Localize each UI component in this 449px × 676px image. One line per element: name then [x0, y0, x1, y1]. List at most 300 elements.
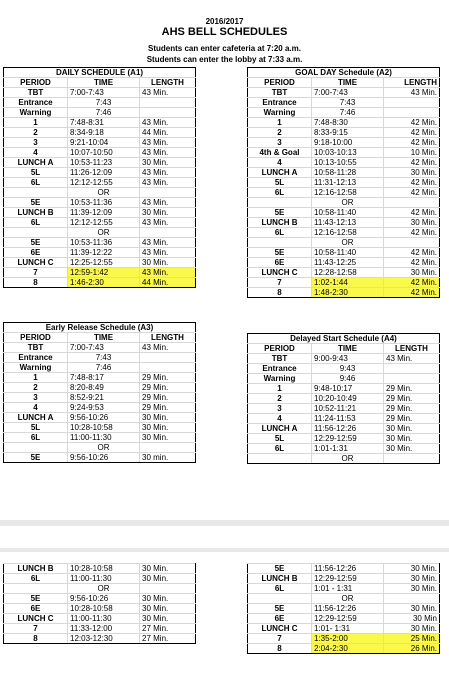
- table-row: [4, 393, 196, 403]
- table-row: [248, 168, 440, 178]
- table-row: [248, 594, 440, 604]
- cell-period: 6E: [4, 604, 68, 614]
- table-row: [4, 443, 196, 453]
- cell-time: 10:58-11:40: [312, 248, 384, 258]
- cell-length: 30 Min.: [140, 258, 196, 268]
- table-row: [248, 354, 440, 364]
- table-row: [248, 238, 440, 248]
- cell-period: 6L: [4, 574, 68, 584]
- cell-length: 29 Min.: [140, 373, 196, 383]
- cell-period: 2: [4, 383, 68, 393]
- cell-length: 30 Min.: [140, 413, 196, 423]
- cell-time: 7:48-8:31: [68, 118, 140, 128]
- cell-length: 30 Min.: [384, 564, 440, 574]
- table-row: [248, 584, 440, 594]
- cell-period: TBT: [248, 88, 312, 98]
- cell-time: 11:56-12:26: [312, 564, 384, 574]
- cell-time: 7:43: [312, 98, 384, 108]
- cell-period: [4, 228, 68, 238]
- cell-period: 6L: [4, 433, 68, 443]
- table-row: [248, 218, 440, 228]
- cell-length: 25 Min.: [384, 634, 440, 644]
- table-row: [4, 88, 196, 98]
- table-row: [4, 564, 196, 574]
- cell-length: 30 Min.: [384, 434, 440, 444]
- cell-period: [4, 188, 68, 198]
- cell-length: [384, 374, 440, 384]
- cell-period: Warning: [248, 108, 312, 118]
- early-release-schedule-a3: [3, 322, 196, 463]
- cell-time: 10:13-10:55: [312, 158, 384, 168]
- cell-period: LUNCH C: [4, 614, 68, 624]
- cell-period: 3: [248, 404, 312, 414]
- cell-period: LUNCH A: [4, 413, 68, 423]
- schedule-title: Delayed Start Schedule (A4): [248, 334, 440, 344]
- cell-time: 8:52-9:21: [68, 393, 140, 403]
- cell-period: 5L: [248, 434, 312, 444]
- table-row: [248, 604, 440, 614]
- cell-time: 9:56-10:26: [68, 594, 140, 604]
- table-row: [4, 624, 196, 634]
- cell-time: 7:46: [312, 108, 384, 118]
- cell-length: 43 Min.: [384, 354, 440, 364]
- cell-time: 12:12-12:55: [68, 218, 140, 228]
- cell-period: [4, 584, 68, 594]
- table-row: [4, 118, 196, 128]
- cell-length: 27 Min.: [140, 634, 196, 644]
- cell-period: [248, 198, 312, 208]
- table-row: [4, 178, 196, 188]
- cell-time: 10:53-11:36: [68, 198, 140, 208]
- cafeteria-note: Students can enter cafeteria at 7:20 a.m.: [148, 44, 301, 53]
- cell-period: 2: [248, 128, 312, 138]
- cell-length: 42 Min.: [384, 208, 440, 218]
- cell-period: 6L: [248, 584, 312, 594]
- table-row: [248, 374, 440, 384]
- cell-time: 11:39-12:22: [68, 248, 140, 258]
- cell-time: 12:28-12:58: [312, 268, 384, 278]
- cell-length: [384, 108, 440, 118]
- table-row: [4, 108, 196, 118]
- cell-time: 12:12-12:55: [68, 178, 140, 188]
- table-row: [4, 128, 196, 138]
- cell-time: OR: [312, 454, 384, 464]
- cell-period: Entrance: [4, 98, 68, 108]
- table-row: [248, 414, 440, 424]
- cell-time: 12:29-12:59: [312, 574, 384, 584]
- cell-length: 43 Min.: [140, 268, 196, 278]
- cell-period: 7: [248, 634, 312, 644]
- schedule-table: [247, 563, 440, 654]
- cell-period: [248, 238, 312, 248]
- cell-period: 7: [4, 268, 68, 278]
- cell-time: 9:48-10:17: [312, 384, 384, 394]
- table-row: [248, 248, 440, 258]
- cell-length: 43 Min.: [140, 88, 196, 98]
- schedule-table: [3, 563, 196, 644]
- cell-length: 43 Min.: [140, 168, 196, 178]
- table-row: [4, 413, 196, 423]
- cell-length: 26 Min.: [384, 644, 440, 654]
- table-row: [4, 423, 196, 433]
- cell-time: OR: [68, 228, 140, 238]
- table-row: [248, 394, 440, 404]
- table-row: [248, 614, 440, 624]
- cell-period: 6L: [248, 188, 312, 198]
- cell-length: [140, 363, 196, 373]
- cell-length: 30 Min.: [384, 268, 440, 278]
- table-row: [4, 353, 196, 363]
- early-release-schedule-a3-continued: [3, 563, 196, 644]
- cell-period: 6L: [248, 444, 312, 454]
- cell-period: LUNCH C: [4, 258, 68, 268]
- table-row: [4, 258, 196, 268]
- cell-length: [384, 454, 440, 464]
- cell-period: LUNCH B: [4, 564, 68, 574]
- cell-length: 30 Min.: [140, 574, 196, 584]
- cell-length: [140, 188, 196, 198]
- cell-time: 12:59-1:42: [68, 268, 140, 278]
- cell-length: 29 Min.: [140, 393, 196, 403]
- cell-length: 30 Min.: [384, 604, 440, 614]
- cell-period: 5E: [4, 238, 68, 248]
- schedule-title-row: [4, 68, 196, 78]
- schedule-table: [3, 322, 196, 463]
- cell-length: 30 Min.: [140, 433, 196, 443]
- cell-length: 30 Min.: [384, 168, 440, 178]
- cell-length: 30 Min.: [140, 604, 196, 614]
- cell-period: LUNCH A: [248, 424, 312, 434]
- cell-time: 11:00-11:30: [68, 574, 140, 584]
- cell-period: 6E: [248, 614, 312, 624]
- schedule-title-row: [248, 334, 440, 344]
- table-row: [248, 188, 440, 198]
- cell-time: 11:31-12:13: [312, 178, 384, 188]
- cell-period: 4th & Goal: [248, 148, 312, 158]
- cell-period: 1: [4, 373, 68, 383]
- cell-period: LUNCH C: [248, 268, 312, 278]
- cell-length: 43 Min.: [140, 238, 196, 248]
- cell-length: 29 Min.: [384, 384, 440, 394]
- cell-period: 7: [4, 624, 68, 634]
- cell-time: 7:46: [68, 363, 140, 373]
- table-row: [248, 228, 440, 238]
- cell-length: 30 Min.: [140, 208, 196, 218]
- column-header-time: TIME: [68, 333, 140, 343]
- cell-time: 11:56-12:26: [312, 604, 384, 614]
- table-row: [248, 384, 440, 394]
- table-row: [248, 634, 440, 644]
- cell-length: [384, 98, 440, 108]
- page-break-band: [0, 548, 449, 552]
- cell-time: 7:43: [68, 353, 140, 363]
- table-row: [248, 268, 440, 278]
- cell-length: 43 Min.: [140, 118, 196, 128]
- cell-time: 11:26-12:09: [68, 168, 140, 178]
- cell-length: 42 Min.: [384, 258, 440, 268]
- cell-length: 42 Min.: [384, 288, 440, 298]
- table-row: [4, 403, 196, 413]
- table-row: [248, 208, 440, 218]
- cell-length: [140, 228, 196, 238]
- cell-period: Warning: [248, 374, 312, 384]
- cell-time: 9:56-10:26: [68, 453, 140, 463]
- table-row: [248, 454, 440, 464]
- cell-time: 11:39-12:09: [68, 208, 140, 218]
- table-row: [4, 238, 196, 248]
- cell-time: OR: [68, 443, 140, 453]
- cell-length: 42 Min.: [384, 128, 440, 138]
- column-header-time: TIME: [68, 78, 140, 88]
- cell-period: 5L: [4, 423, 68, 433]
- cell-period: 6L: [248, 228, 312, 238]
- cell-period: 6E: [4, 248, 68, 258]
- table-row: [248, 434, 440, 444]
- cell-time: 11:43-12:25: [312, 258, 384, 268]
- cell-period: 6L: [4, 178, 68, 188]
- cell-length: [384, 198, 440, 208]
- cell-time: 7:48-8:30: [312, 118, 384, 128]
- table-row: [4, 248, 196, 258]
- table-row: [4, 268, 196, 278]
- cell-time: 10:07-10:50: [68, 148, 140, 158]
- cell-period: 8: [248, 644, 312, 654]
- cell-time: 9:21-10:04: [68, 138, 140, 148]
- cell-length: [140, 108, 196, 118]
- table-row: [248, 644, 440, 654]
- cell-time: 10:58-11:28: [312, 168, 384, 178]
- cell-length: [384, 364, 440, 374]
- cell-period: TBT: [248, 354, 312, 364]
- cell-time: 9:56-10:26: [68, 413, 140, 423]
- column-header-row: [4, 333, 196, 343]
- cell-time: OR: [312, 238, 384, 248]
- lobby-note: Students can enter the lobby at 7:33 a.m.: [146, 55, 303, 64]
- cell-length: 43 Min.: [140, 198, 196, 208]
- cell-length: 42 Min.: [384, 138, 440, 148]
- cell-period: Warning: [4, 363, 68, 373]
- table-row: [4, 574, 196, 584]
- cell-length: 30 Min.: [140, 158, 196, 168]
- cell-time: 10:28-10:58: [68, 604, 140, 614]
- column-header-length: LENGTH: [140, 333, 196, 343]
- column-header-period: PERIOD: [248, 78, 312, 88]
- cell-time: 12:29-12:59: [312, 614, 384, 624]
- cell-period: 5E: [248, 208, 312, 218]
- schedule-title: Early Release Schedule (A3): [4, 323, 196, 333]
- cell-length: 43 Min.: [140, 343, 196, 353]
- cell-length: 42 Min.: [384, 228, 440, 238]
- table-row: [248, 108, 440, 118]
- cell-period: 4: [248, 158, 312, 168]
- cell-length: 30 Min.: [140, 423, 196, 433]
- cell-period: 2: [4, 128, 68, 138]
- cell-time: 10:03-10:13: [312, 148, 384, 158]
- cell-time: 11:00-11:30: [68, 433, 140, 443]
- schedule-title: DAILY SCHEDULE (A1): [4, 68, 196, 78]
- table-row: [4, 168, 196, 178]
- cell-time: 10:53-11:36: [68, 238, 140, 248]
- cell-length: 43 Min.: [140, 218, 196, 228]
- column-header-time: TIME: [312, 344, 384, 354]
- table-row: [4, 373, 196, 383]
- cell-period: LUNCH B: [248, 574, 312, 584]
- cell-time: 9:24-9:53: [68, 403, 140, 413]
- cell-time: 9:00-9:43: [312, 354, 384, 364]
- cell-period: [4, 443, 68, 453]
- schedule-title-row: [4, 323, 196, 333]
- table-row: [248, 624, 440, 634]
- cell-period: 5E: [4, 594, 68, 604]
- cell-period: 1: [4, 118, 68, 128]
- cell-length: 30 Min.: [384, 424, 440, 434]
- table-row: [4, 188, 196, 198]
- page-break-band: [0, 520, 449, 526]
- table-row: [4, 208, 196, 218]
- cell-time: 12:29-12:59: [312, 434, 384, 444]
- cell-length: 43 Min.: [140, 138, 196, 148]
- cell-period: 4: [4, 148, 68, 158]
- cell-period: 3: [248, 138, 312, 148]
- table-row: [248, 98, 440, 108]
- cell-time: 7:43: [68, 98, 140, 108]
- schedule-table: [247, 333, 440, 464]
- cell-length: 29 Min.: [384, 404, 440, 414]
- cell-length: [140, 98, 196, 108]
- cell-time: OR: [68, 584, 140, 594]
- cell-time: 1:46-2:30: [68, 278, 140, 288]
- table-row: [248, 404, 440, 414]
- cell-length: 44 Min.: [140, 128, 196, 138]
- cell-period: LUNCH B: [4, 208, 68, 218]
- table-row: [4, 614, 196, 624]
- column-header-row: [4, 78, 196, 88]
- table-row: [248, 424, 440, 434]
- cell-length: 29 Min.: [384, 414, 440, 424]
- cell-length: 27 Min.: [140, 624, 196, 634]
- table-row: [248, 148, 440, 158]
- schedule-title-row: [248, 68, 440, 78]
- cell-time: 11:56-12:26: [312, 424, 384, 434]
- table-row: [4, 138, 196, 148]
- table-row: [4, 198, 196, 208]
- cell-period: [248, 594, 312, 604]
- table-row: [248, 288, 440, 298]
- cell-time: 11:33-12:00: [68, 624, 140, 634]
- cell-length: 42 Min.: [384, 188, 440, 198]
- cell-length: 29 Min.: [140, 383, 196, 393]
- column-header-period: PERIOD: [248, 344, 312, 354]
- goal-day-schedule-a2: [247, 67, 440, 298]
- cell-period: 5E: [248, 604, 312, 614]
- table-row: [248, 178, 440, 188]
- schedule-title: GOAL DAY Schedule (A2): [248, 68, 440, 78]
- cell-time: 7:00-7:43: [68, 88, 140, 98]
- delayed-start-schedule-a4: [247, 333, 440, 464]
- cell-length: [140, 584, 196, 594]
- cell-period: 5E: [4, 198, 68, 208]
- cell-period: 3: [4, 393, 68, 403]
- cell-length: [140, 353, 196, 363]
- table-row: [248, 128, 440, 138]
- cell-time: 10:28-10:58: [68, 564, 140, 574]
- cell-period: TBT: [4, 88, 68, 98]
- table-row: [4, 433, 196, 443]
- table-row: [248, 564, 440, 574]
- table-row: [4, 218, 196, 228]
- cell-length: 30 Min.: [384, 444, 440, 454]
- table-row: [248, 138, 440, 148]
- table-row: [4, 98, 196, 108]
- schedule-table: [3, 67, 196, 288]
- cell-period: Warning: [4, 108, 68, 118]
- cell-period: 3: [4, 138, 68, 148]
- table-row: [248, 258, 440, 268]
- cell-length: 30 Min.: [384, 584, 440, 594]
- cell-time: 10:52-11:21: [312, 404, 384, 414]
- cell-period: 5E: [248, 248, 312, 258]
- cell-time: OR: [312, 594, 384, 604]
- cell-length: 30 Min.: [140, 614, 196, 624]
- cell-period: LUNCH A: [248, 168, 312, 178]
- cell-time: 7:48-8:17: [68, 373, 140, 383]
- column-header-row: [248, 344, 440, 354]
- column-header-length: LENGTH: [384, 344, 440, 354]
- delayed-start-schedule-a4-continued: [247, 563, 440, 654]
- page-title: AHS BELL SCHEDULES: [161, 26, 288, 38]
- column-header-length: LENGTH: [140, 78, 196, 88]
- table-row: [248, 198, 440, 208]
- cell-length: 30 min.: [140, 453, 196, 463]
- cell-time: 8:33-9:15: [312, 128, 384, 138]
- column-header-period: PERIOD: [4, 333, 68, 343]
- cell-period: 5L: [248, 178, 312, 188]
- cell-length: 42 Min.: [384, 178, 440, 188]
- cell-period: 5E: [248, 564, 312, 574]
- cell-time: 1:48-2:30: [312, 288, 384, 298]
- cell-length: 30 Min.: [140, 594, 196, 604]
- cell-time: 1:01- 1:31: [312, 624, 384, 634]
- cell-time: 1:02-1:44: [312, 278, 384, 288]
- table-row: [248, 158, 440, 168]
- cell-time: OR: [312, 198, 384, 208]
- cell-length: 42 Min.: [384, 248, 440, 258]
- school-year: 2016/2017: [205, 17, 244, 26]
- cell-length: 44 Min.: [140, 278, 196, 288]
- cell-time: 1:35-2:00: [312, 634, 384, 644]
- cell-period: LUNCH A: [4, 158, 68, 168]
- cell-length: 43 Min.: [384, 88, 440, 98]
- table-row: [248, 88, 440, 98]
- table-row: [248, 278, 440, 288]
- table-row: [4, 158, 196, 168]
- cell-time: 8:20-8:49: [68, 383, 140, 393]
- table-row: [4, 634, 196, 644]
- cell-length: 29 Min.: [140, 403, 196, 413]
- table-row: [4, 363, 196, 373]
- cell-time: 9:43: [312, 364, 384, 374]
- daily-schedule-a1: [3, 67, 196, 288]
- table-row: [4, 383, 196, 393]
- cell-period: 8: [4, 278, 68, 288]
- cell-period: Entrance: [248, 364, 312, 374]
- cell-time: 9:46: [312, 374, 384, 384]
- cell-period: 2: [248, 394, 312, 404]
- column-header-period: PERIOD: [4, 78, 68, 88]
- cell-period: 1: [248, 384, 312, 394]
- table-row: [4, 278, 196, 288]
- cell-period: 4: [4, 403, 68, 413]
